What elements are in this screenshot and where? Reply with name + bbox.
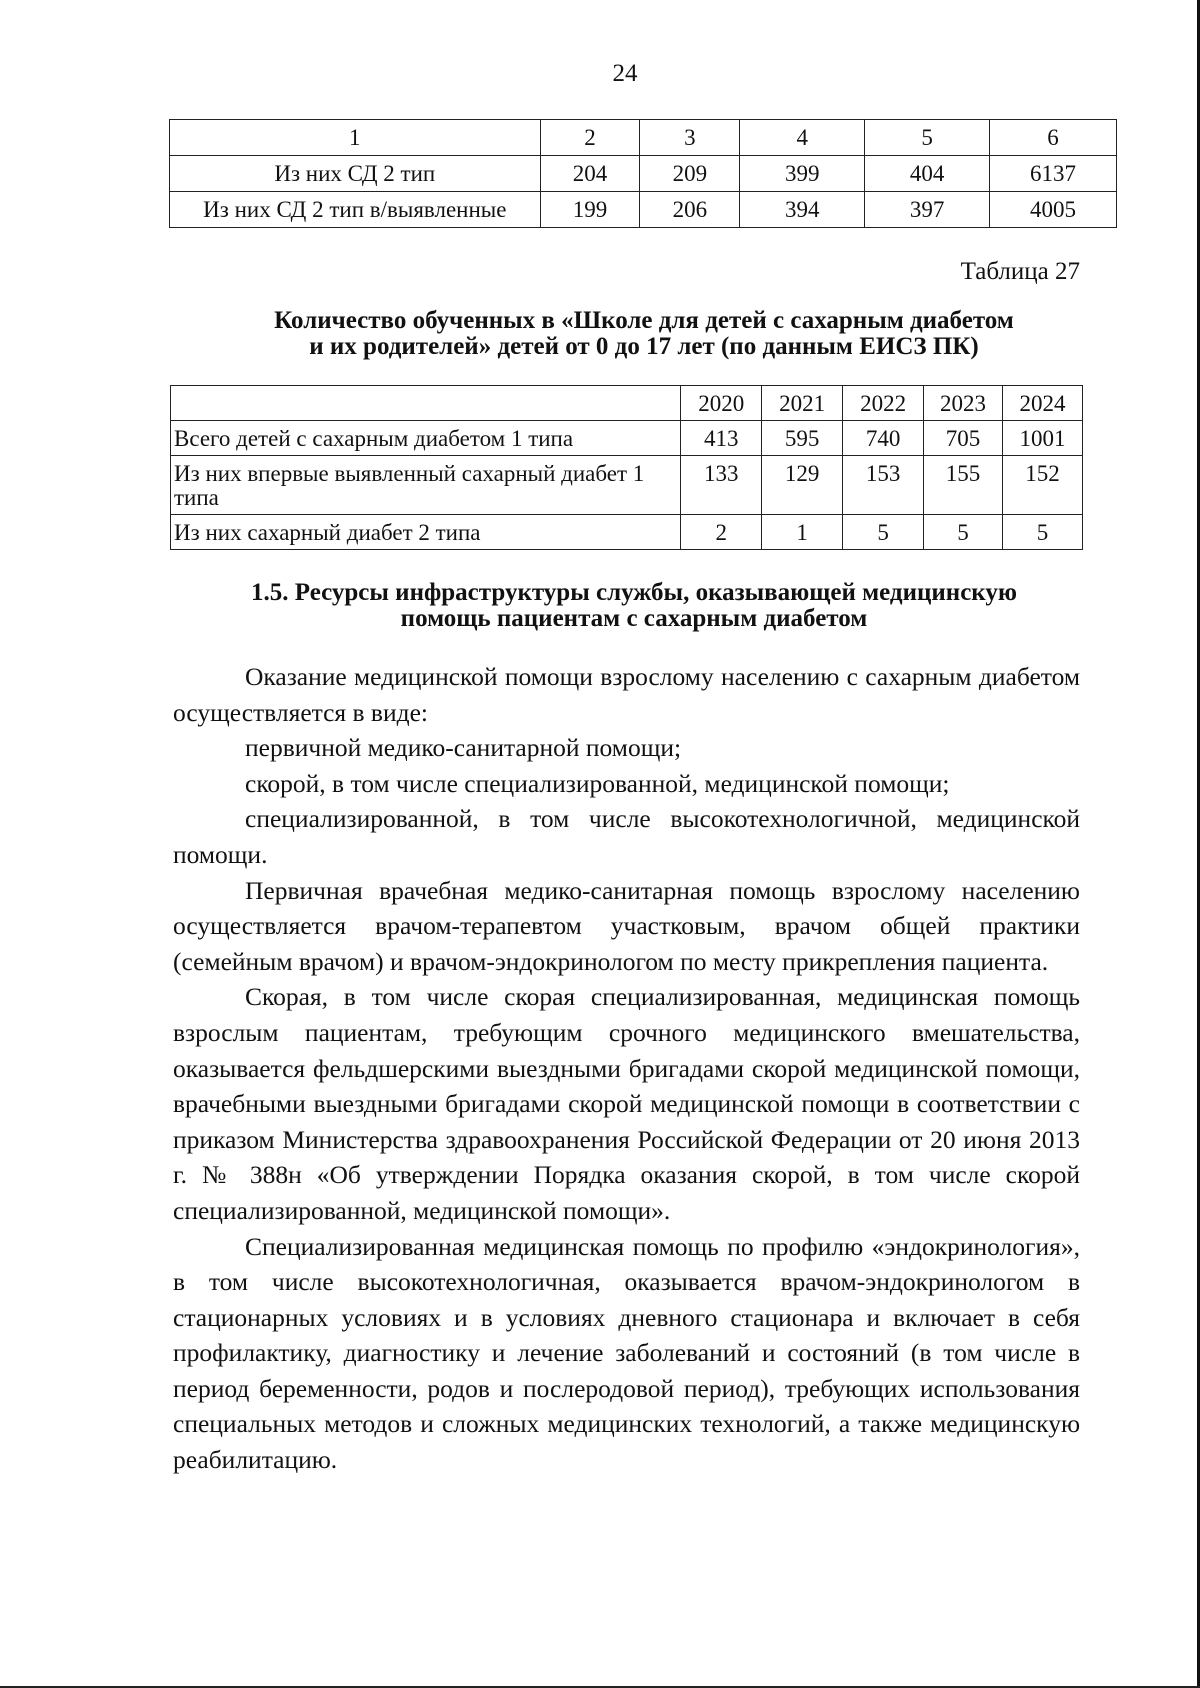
table-cell: 153 — [843, 456, 924, 515]
table-cell: 1001 — [1002, 421, 1082, 456]
table-title-line: Количество обученных в «Школе для детей с сахарным диабетом — [274, 307, 1014, 334]
continued-table — [169, 119, 1117, 228]
table-row — [170, 192, 1117, 228]
table-title — [170, 308, 1118, 360]
paragraph: Специализированная медицинская помощь по профилю «эндокринология», в том числе высокотехнологичная, оказывается врачом-эндокринологом в стационарных условиях и в условиях дневного стационара и включает в себя профилактику, диагностику и лечение заболеваний и состояний (в том числе в период беременности, родов и послеродовой период), требующих использования специальных методов и сложных медицинских технологий, а также медицинскую реабилитацию. — [173, 1231, 1080, 1475]
table-cell: 399 — [740, 156, 865, 192]
table-cell: 3 — [640, 120, 740, 156]
table-cell: 199 — [540, 192, 640, 228]
table-27 — [170, 385, 1083, 550]
table-title-line: и их родителей» детей от 0 до 17 лет (по данным ЕИСЗ ПК) — [309, 333, 979, 360]
list-item: скорой, в том числе специализированной, медицинской помощи; — [245, 768, 950, 798]
table-cell: 209 — [640, 156, 740, 192]
table-cell: 5 — [843, 515, 924, 550]
body-text — [173, 659, 1080, 1478]
table-cell: 1 — [762, 515, 843, 550]
table-cell: 2024 — [1002, 386, 1082, 421]
table-cell: 152 — [1002, 456, 1082, 515]
table-row-label: Всего детей с сахарным диабетом 1 типа — [171, 421, 681, 456]
table-cell: 404 — [865, 156, 990, 192]
table-cell: 129 — [762, 456, 843, 515]
table-cell: 705 — [924, 421, 1003, 456]
table-cell — [171, 386, 681, 421]
table-cell: 5 — [1002, 515, 1082, 550]
list-item: первичной медико-санитарной помощи; — [245, 733, 682, 763]
table-cell: 413 — [681, 421, 762, 456]
table-cell: 2020 — [681, 386, 762, 421]
paragraph: Первичная врачебная медико-санитарная помощь взрослому населению осуществляется врачом-терапевтом участковым, врачом общей практики (семейным врачом) и врачом-эндокринологом по месту прикрепления пациента. — [173, 875, 1080, 976]
table-row-label: Из них сахарный диабет 2 типа — [171, 515, 681, 550]
table-cell: 2021 — [762, 386, 843, 421]
table-cell: Из них СД 2 тип — [170, 156, 541, 192]
table-cell: 397 — [865, 192, 990, 228]
table-cell: 4005 — [990, 192, 1117, 228]
table-cell: 595 — [762, 421, 843, 456]
section-title-line: 1.5. Ресурсы инфраструктуры службы, оказывающей медицинскую — [251, 579, 1017, 606]
table-row — [171, 421, 1083, 456]
table-header-row — [171, 386, 1083, 421]
table-cell: 4 — [740, 120, 865, 156]
paragraph: Оказание медицинской помощи взрослому населению с сахарным диабетом осуществляется в виде: — [173, 662, 1080, 727]
paragraph: Скорая, в том числе скорая специализированная, медицинская помощь взрослым пациентам, требующим срочного медицинского вмешательства, оказывается фельдшерскими выездными бригадами скорой медицинской помощи, врачебными выездными бригадами скорой медицинской помощи в соответствии с приказом Министерства здравоохранения Российской Федерации от 20 июня 2013 г. № 388н «Об утверждении Порядка оказания скорой, в том числе скорой специализированной, медицинской помощи». — [173, 982, 1080, 1225]
table-cell: 2 — [681, 515, 762, 550]
list-item: специализированной, в том числе высокотехнологичной, медицинской помощи. — [173, 804, 1080, 869]
table-caption: Таблица 27 — [960, 258, 1080, 285]
section-title-line: помощь пациентам с сахарным диабетом — [400, 605, 868, 632]
section-title — [160, 580, 1108, 632]
table-row — [171, 456, 1083, 515]
table-row — [171, 515, 1083, 550]
table-cell: 133 — [681, 456, 762, 515]
table-row — [170, 156, 1117, 192]
table-cell: 5 — [865, 120, 990, 156]
table-cell: 394 — [740, 192, 865, 228]
table-cell: 2022 — [843, 386, 924, 421]
table-cell: 2023 — [924, 386, 1003, 421]
table-cell: 155 — [924, 456, 1003, 515]
table-row-label: Из них впервые выявленный сахарный диабет 1 типа — [171, 456, 681, 515]
table-cell: 5 — [924, 515, 1003, 550]
table-cell: 206 — [640, 192, 740, 228]
table-cell: Из них СД 2 тип в/выявленные — [170, 192, 541, 228]
table-cell: 1 — [170, 120, 541, 156]
page-number: 24 — [612, 60, 638, 87]
table-cell: 6 — [990, 120, 1117, 156]
table-cell: 2 — [540, 120, 640, 156]
table-header-row — [170, 120, 1117, 156]
table-cell: 6137 — [990, 156, 1117, 192]
table-cell: 740 — [843, 421, 924, 456]
table-cell: 204 — [540, 156, 640, 192]
